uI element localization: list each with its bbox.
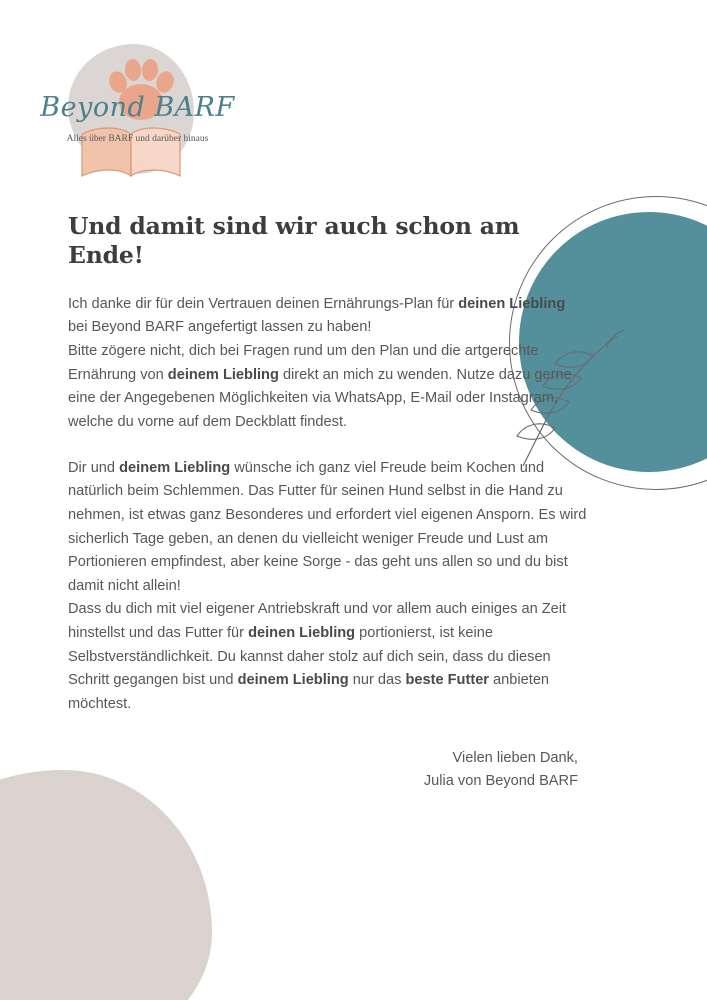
body-text: bei Beyond BARF angefertigt lassen zu haben!: [68, 319, 372, 336]
body-text: Ich danke dir für dein Vertrauen deinen Ernährungs-Plan für: [68, 295, 459, 312]
decorative-beige-blob: [0, 770, 212, 1000]
body-text: nur das: [348, 672, 406, 689]
paragraph: [68, 457, 588, 599]
paragraph: [68, 598, 588, 716]
emphasis-text: deinen Liebling: [248, 625, 356, 642]
logo-brand-text: Beyond BARF: [40, 92, 235, 123]
emphasis-text: deinem Liebling: [119, 459, 231, 476]
signature-line-2: Julia von Beyond BARF: [423, 773, 578, 790]
paragraph: [68, 293, 588, 340]
signature-line-1: Vielen lieben Dank,: [452, 749, 578, 766]
page-title: Und damit sind wir auch schon am Ende!: [68, 212, 520, 270]
body-text: wünsche ich ganz viel Freude beim Kochen und natürlich beim Schlemmen. Das Futter für seinen Hund selbst in die Hand zu nehmen, ist etwas ganz Besonderes und erfordert viel eigenen Ansporn. Es wird sicherlich Tage geben, an denen du vielleicht weniger Freude und Lust am Portionieren empfindest, aber keine Sorge - das geht uns allen so und du bist damit nicht allein!: [68, 459, 587, 594]
body-text: Bitte zögere nicht, dich bei Fragen rund um den Plan und die artgerechte Ernährung von: [68, 343, 539, 383]
emphasis-text: deinem Liebling: [237, 672, 349, 689]
emphasis-text: beste Futter: [405, 672, 489, 689]
document-content: [68, 212, 588, 794]
body-text: Dass du dich mit viel eigener Antriebskraft und vor allem auch einiges an Zeit hinstellst und das Futter für: [68, 601, 567, 642]
body-text: portionierst, ist keine Selbstverständlichkeit. Du kannst daher stolz auf dich sein, dass du diesen Schritt gegangen bist und: [68, 625, 551, 689]
paragraph-list: [68, 293, 588, 717]
brand-logo: [30, 40, 245, 190]
open-book-icon: [78, 124, 184, 182]
emphasis-text: deinen Liebling: [458, 295, 566, 312]
body-text: Dir und: [68, 459, 120, 476]
body-text: anbieten möchtest.: [68, 672, 550, 712]
signature-block: [68, 747, 578, 794]
emphasis-text: deinem Liebling: [167, 366, 279, 383]
body-text: direkt an mich zu wenden. Nutze dazu gerne eine der Angegebenen Möglichkeiten via WhatsApp, E-Mail oder Instagram, welche du vorne auf dem Deckblatt findest.: [68, 366, 572, 430]
logo-tagline: Alles über BARF und darüber hinaus: [66, 134, 209, 144]
paragraph: [68, 340, 588, 435]
